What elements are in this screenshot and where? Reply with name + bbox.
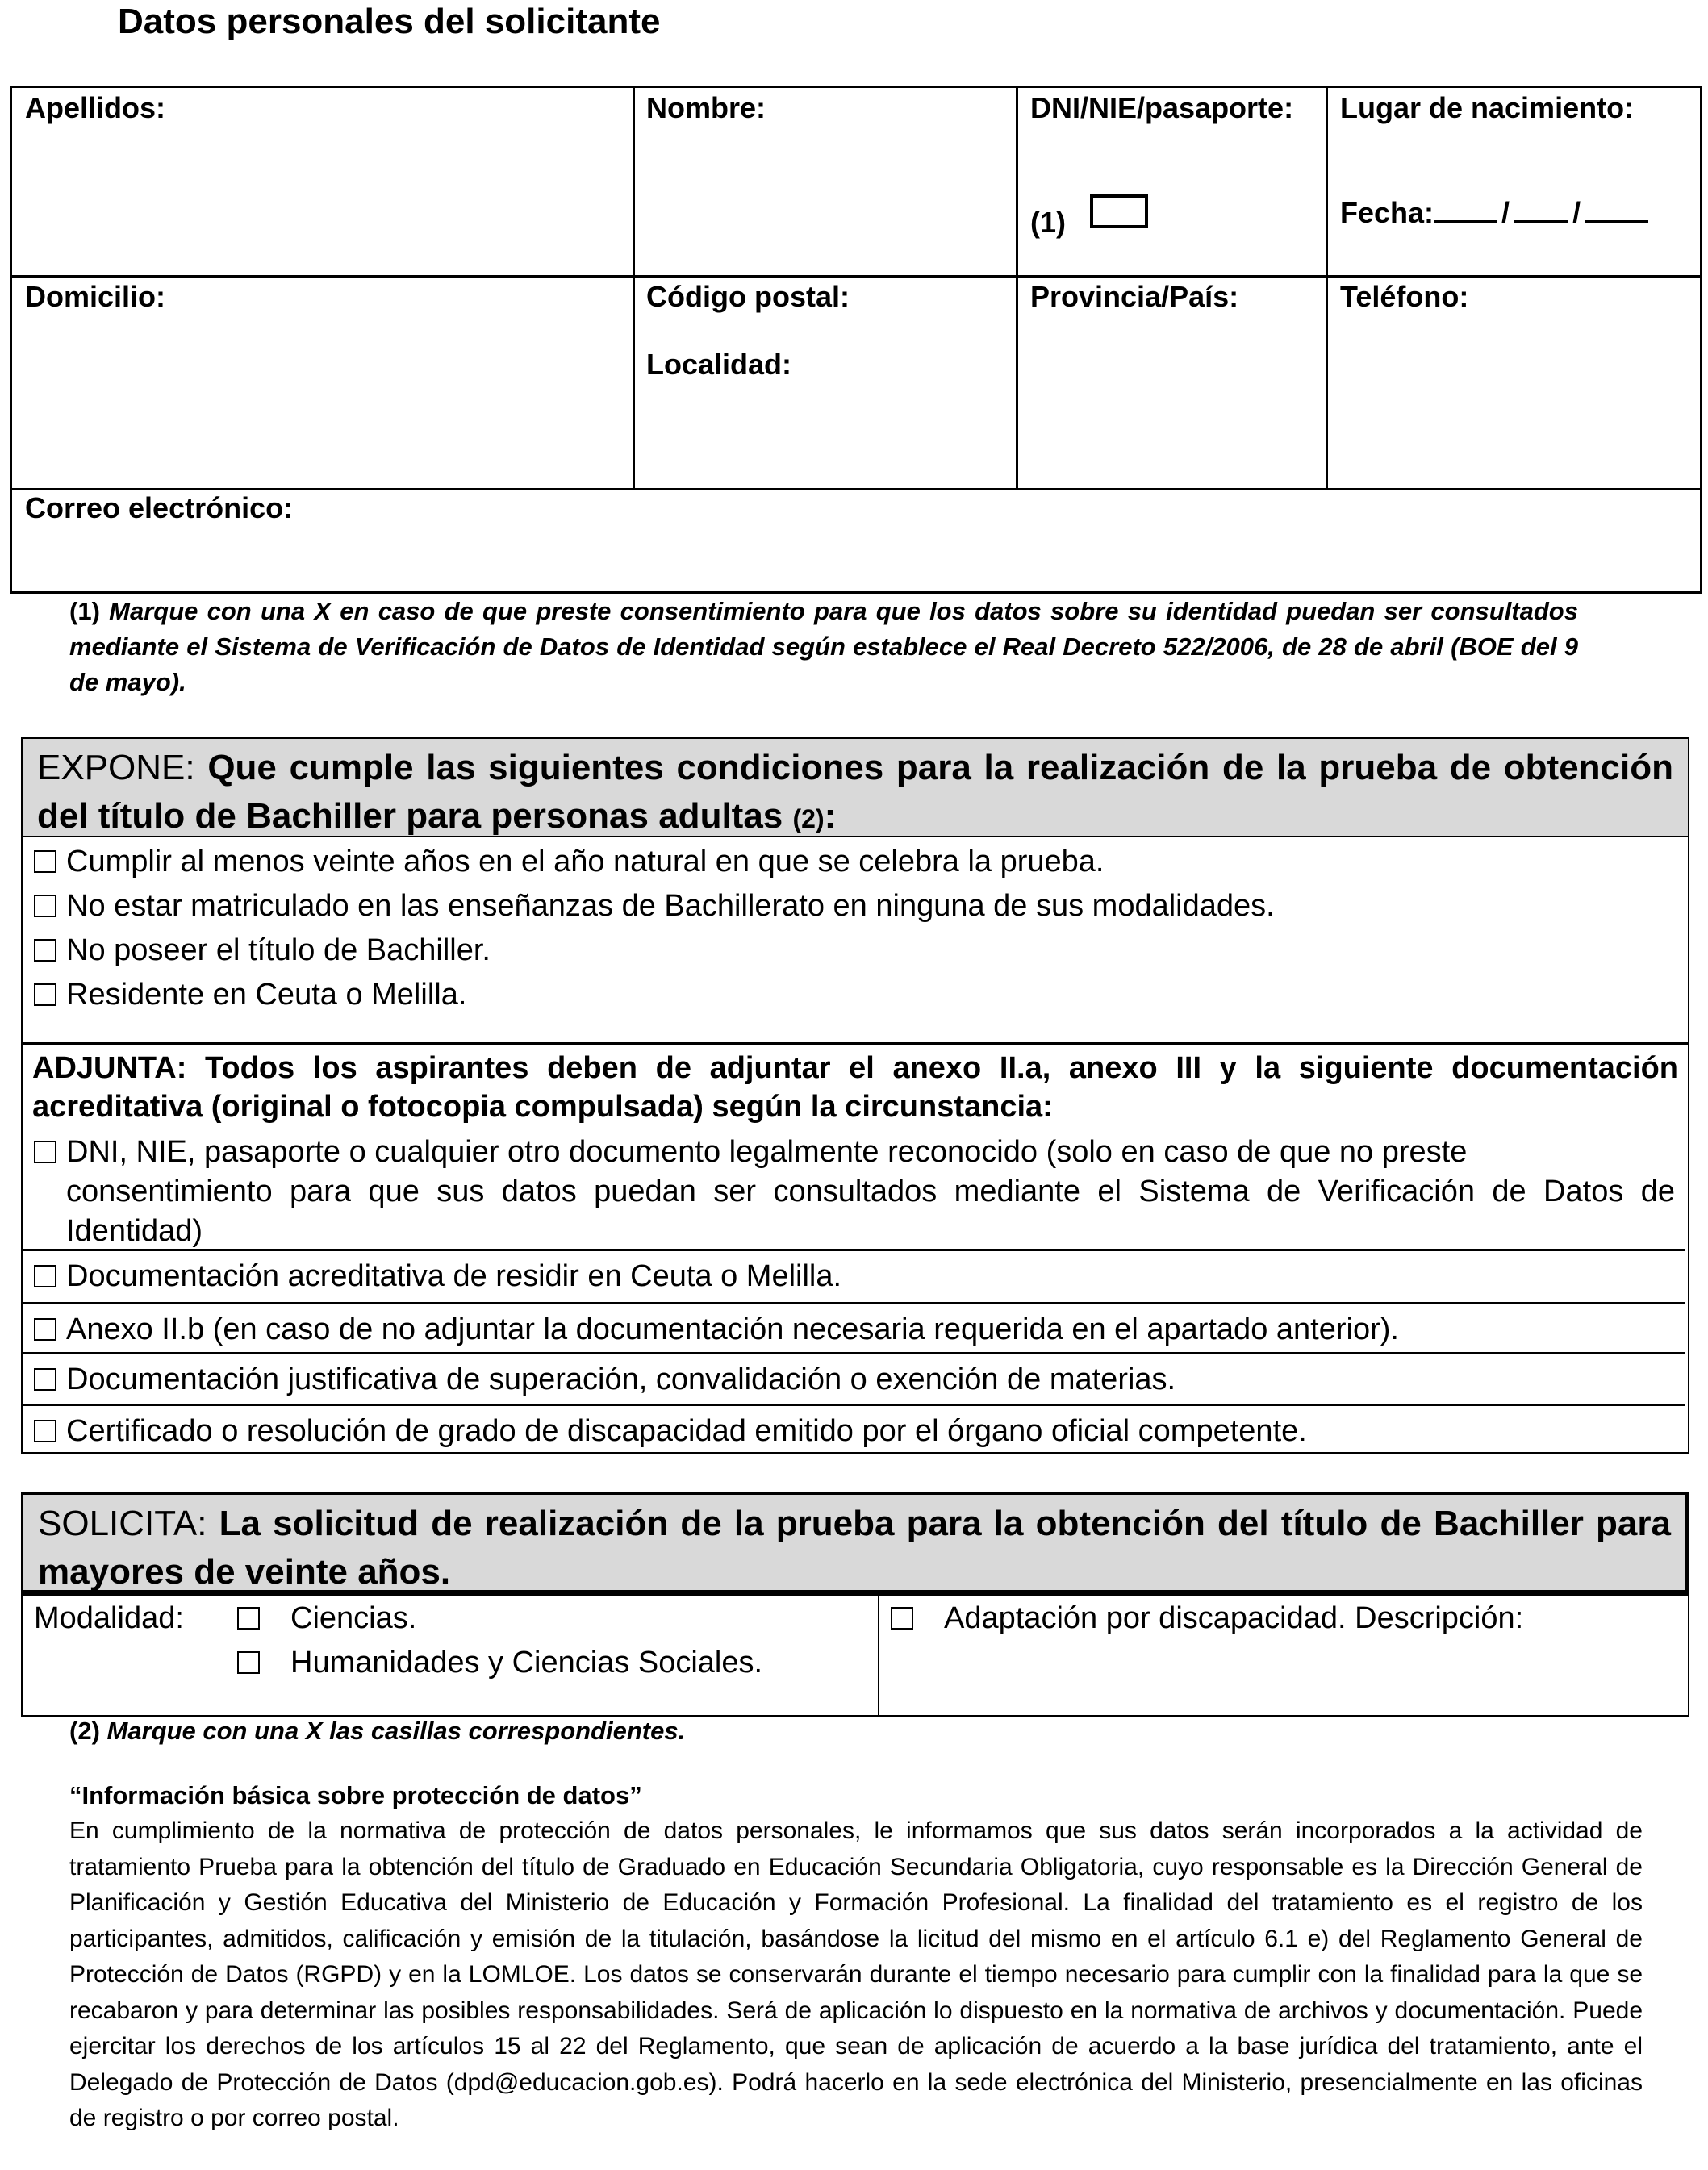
option-label: Certificado o resolución de grado de discapacidad emitido por el órgano oficial competente. (66, 1414, 1307, 1448)
checkbox-icon[interactable] (891, 1607, 913, 1630)
checkbox-icon[interactable] (34, 983, 56, 1006)
footnote-text: Marque con una X en caso de que preste consentimiento para que los datos sobre su identidad puedan ser consultados mediante el Sistema de Verificación de Datos de Identidad según establece el Real Decreto 522/2006, de 28 de abril (BOE del 9 de mayo). (69, 597, 1578, 696)
nombre-field[interactable]: Nombre: (646, 91, 766, 124)
grid-divider (1016, 88, 1018, 488)
option-label: Anexo II.b (en caso de no adjuntar la documentación necesaria requerida en el apartado anterior). (66, 1312, 1399, 1346)
fecha-label: Fecha: (1340, 196, 1434, 229)
dni-consent-checkbox[interactable] (1090, 194, 1148, 228)
checkbox-icon[interactable] (34, 850, 56, 873)
expone-option[interactable] (34, 931, 491, 970)
codigo-postal-field[interactable]: Código postal: (646, 280, 850, 313)
solicita-label: SOLICITA: (38, 1504, 207, 1543)
footnote-2 (69, 1717, 685, 1746)
lugar-nacimiento-field[interactable]: Lugar de nacimiento: (1340, 91, 1635, 124)
modalidad-option[interactable] (237, 1643, 762, 1682)
option-label: Documentación justificativa de superación, convalidación o exención de materias. (66, 1363, 1176, 1396)
grid-divider (12, 275, 1700, 278)
fecha-year-blank[interactable] (1585, 196, 1648, 223)
option-label: DNI, NIE, pasaporte o cualquier otro documento legalmente reconocido (solo en caso de que no preste (66, 1135, 1468, 1169)
row-divider (23, 1352, 1685, 1354)
adjunta-option[interactable] (34, 1133, 1675, 1251)
footnote-number: (1) (69, 597, 100, 625)
option-label: Ciencias. (290, 1601, 417, 1635)
checkbox-icon[interactable] (34, 939, 56, 962)
option-label: Cumplir al menos veinte años en el año natural en que se celebra la prueba. (66, 845, 1105, 878)
checkbox-icon[interactable] (34, 1420, 56, 1442)
checkbox-icon[interactable] (34, 1318, 56, 1341)
fecha-slash: / (1572, 196, 1581, 229)
option-label: Adaptación por discapacidad. Descripción: (944, 1601, 1524, 1635)
row-divider (23, 1249, 1685, 1251)
solicita-header (21, 1492, 1689, 1594)
adjunta-option[interactable] (34, 1257, 841, 1296)
adjunta-option[interactable] (34, 1360, 1176, 1399)
expone-header (21, 737, 1689, 837)
modalidad-label: Modalidad: (34, 1601, 184, 1635)
expone-option[interactable] (34, 887, 1275, 925)
domicilio-field[interactable]: Domicilio: (25, 280, 166, 313)
fecha-slash: / (1501, 196, 1510, 229)
table-divider (878, 1596, 879, 1717)
option-label: No estar matriculado en las enseñanzas de Bachillerato en ninguna de sus modalidades. (66, 889, 1275, 923)
personal-data-grid (10, 86, 1702, 594)
data-protection-title: “Información básica sobre protección de datos” (69, 1781, 642, 1809)
expone-option[interactable] (34, 842, 1104, 881)
option-label: No poseer el título de Bachiller. (66, 933, 491, 967)
grid-divider (12, 488, 1700, 490)
checkbox-icon[interactable] (237, 1651, 260, 1674)
checkbox-icon[interactable] (34, 1368, 56, 1391)
footnote-1 (69, 594, 1578, 700)
provincia-field[interactable]: Provincia/País: (1030, 280, 1239, 313)
section-title: Datos personales del solicitante (118, 2, 661, 41)
expone-note-ref: (2) (792, 804, 825, 833)
grid-divider (633, 88, 635, 488)
fecha-month-blank[interactable] (1514, 196, 1568, 223)
dni-field[interactable]: DNI/NIE/pasaporte: (1030, 91, 1294, 124)
footnote-text: Marque con una X las casillas correspondientes. (106, 1717, 686, 1745)
expone-colon: : (824, 796, 837, 836)
adjunta-option[interactable] (34, 1310, 1399, 1349)
option-label: Residente en Ceuta o Melilla. (66, 978, 467, 1012)
checkbox-icon[interactable] (34, 1265, 56, 1287)
grid-divider (1326, 88, 1328, 488)
expone-label: EXPONE: (37, 748, 195, 787)
expone-option[interactable] (34, 975, 466, 1014)
row-divider (23, 1302, 1685, 1304)
option-label: Documentación acreditativa de residir en Ceuta o Melilla. (66, 1259, 842, 1293)
adaptacion-option[interactable] (891, 1599, 1523, 1638)
section-divider (23, 1042, 1688, 1045)
modalidad-option[interactable] (237, 1599, 416, 1638)
correo-field[interactable]: Correo electrónico: (25, 491, 294, 524)
option-label-continued: consentimiento para que sus datos puedan ser consultados mediante el Sistema de Verificación de Datos de Identidad) (66, 1175, 1675, 1248)
telefono-field[interactable]: Teléfono: (1340, 280, 1469, 313)
dni-consent-note: (1) (1030, 206, 1066, 239)
apellidos-field[interactable]: Apellidos: (25, 91, 166, 124)
expone-heading-text: Que cumple las siguientes condiciones para la realización de la prueba de obtención del título de Bachiller para personas adultas (37, 748, 1673, 836)
checkbox-icon[interactable] (34, 895, 56, 917)
solicita-heading-text: La solicitud de realización de la prueba para la obtención del título de Bachiller para mayores de veinte años. (38, 1504, 1671, 1592)
row-divider (23, 1404, 1685, 1406)
footnote-number: (2) (69, 1717, 100, 1745)
adjunta-header: ADJUNTA: Todos los aspirantes deben de adjuntar el anexo II.a, anexo III y la siguiente documentación acreditativa (original o fotocopia compulsada) según la circunstancia: (32, 1051, 1678, 1124)
fecha-field[interactable] (1340, 196, 1648, 230)
fecha-day-blank[interactable] (1434, 196, 1497, 223)
localidad-field[interactable]: Localidad: (646, 348, 792, 381)
checkbox-icon[interactable] (34, 1141, 56, 1163)
checkbox-icon[interactable] (237, 1607, 260, 1630)
option-label: Humanidades y Ciencias Sociales. (290, 1646, 763, 1680)
data-protection-body: En cumplimiento de la normativa de protección de datos personales, le informamos que sus datos serán incorporados a la actividad de tratamiento Prueba para la obtención del título de Graduado en Educación Secundaria Obligatoria, cuyo responsable es la Dirección General de Planificación y Gestión Educativa del Ministerio de Educación y Formación Profesional. La finalidad del tratamiento es el registro de los participantes, admitidos, calificación y emisión de la titulación, basándose la licitud del mismo en el artículo 6.1 e) del Reglamento General de Protección de Datos (RGPD) y en la LOMLOE. Los datos se conservarán durante el tiempo necesario para cumplir con la finalidad para la que se recabaron y para determinar las posibles responsabilidades. Será de aplicación lo dispuesto en la normativa de archivos y documentación. Puede ejercitar los derechos de los artículos 15 al 22 del Reglamento, que sean de aplicación de acuerdo a la base jurídica del tratamiento, ante el Delegado de Protección de Datos (dpd@educacion.gob.es). Podrá hacerlo en la sede electrónica del Ministerio, presencialmente en las oficinas de registro o por correo postal. (69, 1817, 1643, 2131)
adjunta-option[interactable] (34, 1412, 1307, 1450)
